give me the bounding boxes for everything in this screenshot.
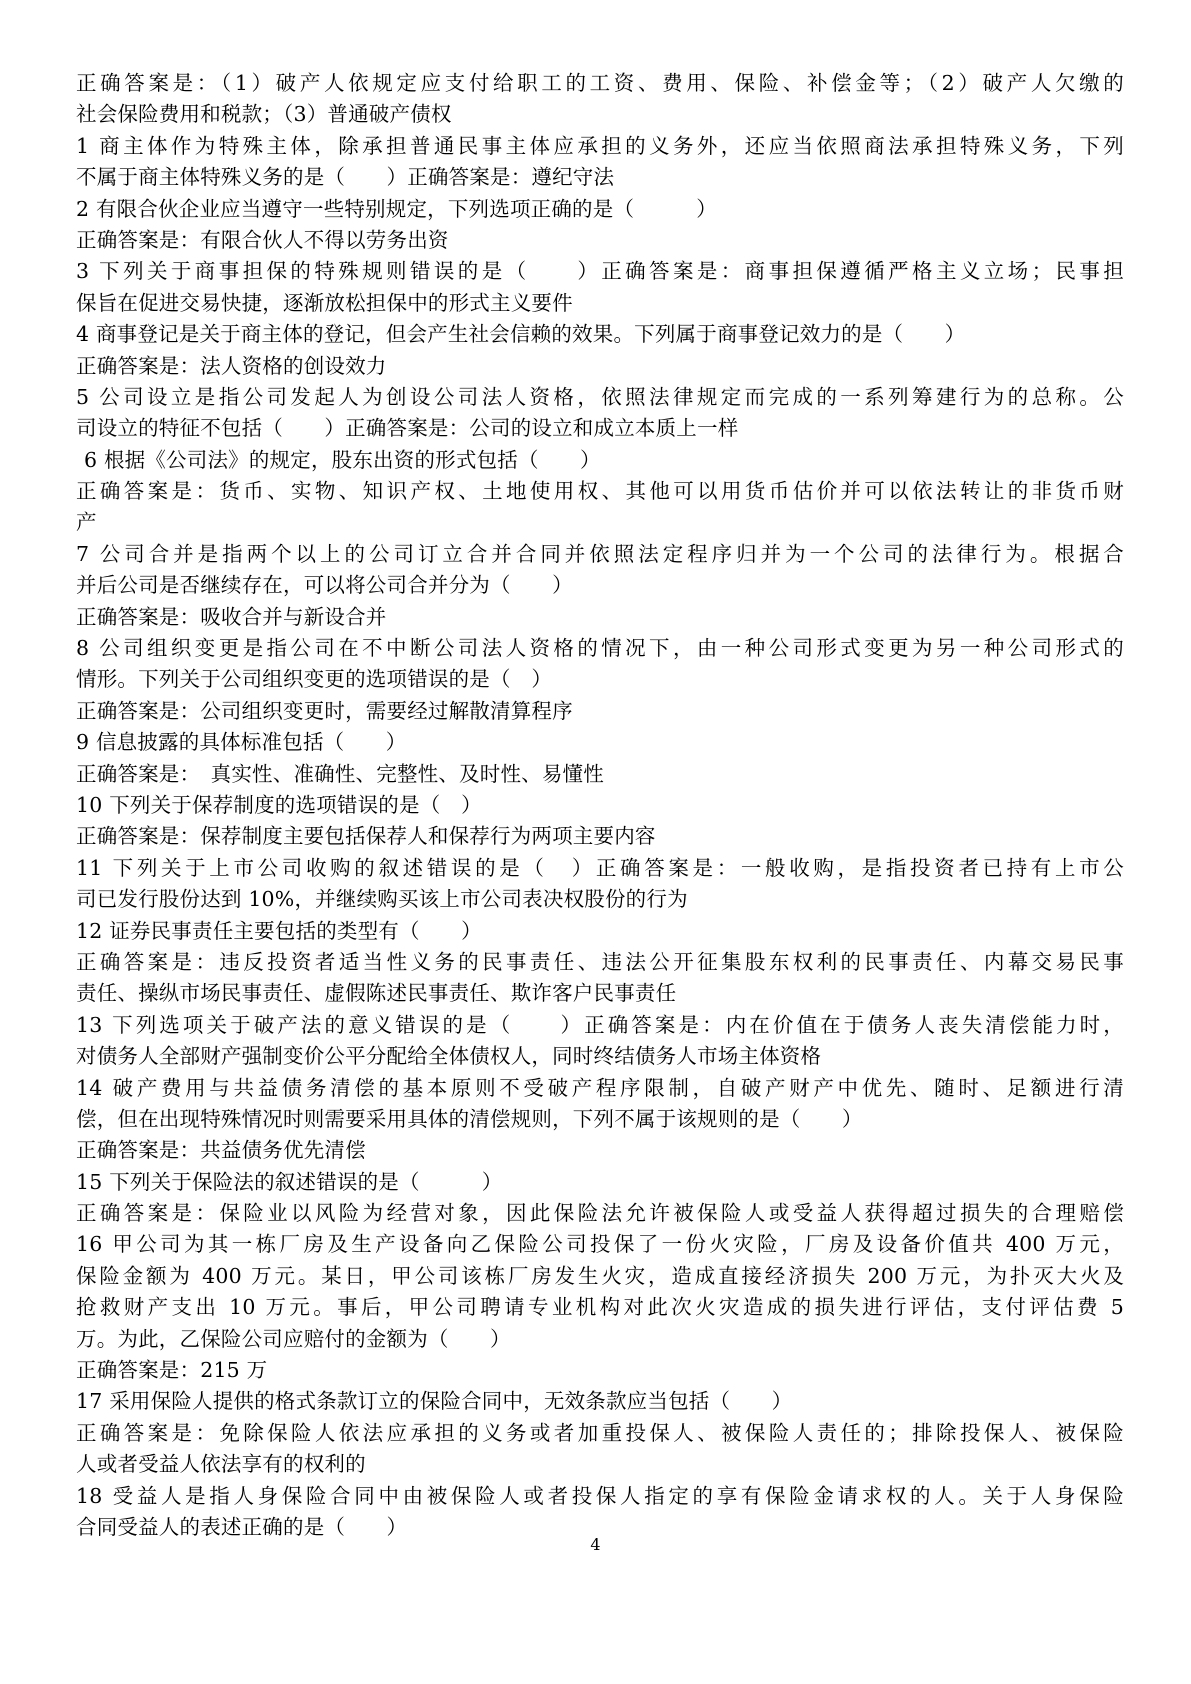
question-line: 抢救财产支出 10 万元。事后，甲公司聘请专业机构对此次火灾造成的损失进行评估，支付评估费 5 (76, 1295, 1124, 1320)
answer-line: 正确答案是：共益债务优先清偿 (76, 1138, 366, 1163)
question-line: 情形。下列关于公司组织变更的选项错误的是（ ） (76, 667, 553, 692)
text-line: 正确答案是：（1）破产人依规定应支付给职工的工资、费用、保险、补偿金等；（2）破产人欠缴的 (76, 71, 1124, 95)
question-line: 14 破产费用与共益债务清偿的基本原则不受破产程序限制，自破产财产中优先、随时、足额进行清 (76, 1075, 1124, 1100)
question-line: 保险金额为 400 万元。某日，甲公司该栋厂房发生火灾，造成直接经济损失 200 万元，为扑灭大火及 (76, 1263, 1124, 1288)
question-line: 10 下列关于保荐制度的选项错误的是（ ） (76, 792, 482, 817)
question-line: 并后公司是否继续存在，可以将公司合并分为（ ） (76, 573, 573, 598)
question-line: 8 公司组织变更是指公司在不中断公司法人资格的情况下，由一种公司形式变更为另一种公司形式的 (76, 636, 1124, 661)
answer-line: 正确答案是：保荐制度主要包括保荐人和保荐行为两项主要内容 (76, 824, 656, 849)
answer-line: 正确答案是：货币、实物、知识产权、土地使用权、其他可以用货币估价并可以依法转让的非货币财 (76, 479, 1124, 504)
question-line: 13 下列选项关于破产法的意义错误的是（ ）正确答案是：内在价值在于债务人丧失清偿能力时， (76, 1012, 1124, 1037)
question-line: 17 采用保险人提供的格式条款订立的保险合同中，无效条款应当包括（ ） (76, 1389, 793, 1414)
question-line: 合同受益人的表述正确的是（ ） (76, 1514, 408, 1539)
answer-line: 司已发行股份达到 10%，并继续购买该上市公司表决权股份的行为 (76, 887, 688, 912)
question-line: 3 下列关于商事担保的特殊规则错误的是（ ）正确答案是：商事担保遵循严格主义立场；民事担 (76, 259, 1124, 284)
question-line: 司设立的特征不包括（ ）正确答案是：公司的设立和成立本质上一样 (76, 416, 739, 441)
answer-line: 人或者受益人依法享有的权利的 (76, 1452, 366, 1477)
question-line: 16 甲公司为其一栋厂房及生产设备向乙保险公司投保了一份火灾险，厂房及设备价值共 400 万元， (76, 1232, 1124, 1257)
page-number: 4 (590, 1535, 601, 1554)
answer-line: 正确答案是：公司组织变更时，需要经过解散清算程序 (76, 698, 573, 723)
question-line: 9 信息披露的具体标准包括（ ） (76, 730, 407, 755)
answer-line: 正确答案是：保险业以风险为经营对象，因此保险法允许被保险人或受益人获得超过损失的合理赔偿 (76, 1201, 1124, 1226)
question-line: 7 公司合并是指两个以上的公司订立合并合同并依照法定程序归并为一个公司的法律行为。根据合 (76, 541, 1124, 566)
answer-line: 产 (76, 510, 97, 535)
question-line: 偿，但在出现特殊情况时则需要采用具体的清偿规则，下列不属于该规则的是（ ） (76, 1106, 863, 1131)
answer-line: 正确答案是：法人资格的创设效力 (76, 353, 387, 378)
question-line: 4 商事登记是关于商主体的登记，但会产生社会信赖的效果。下列属于商事登记效力的是（ ） (76, 322, 966, 347)
answer-line: 正确答案是：215 万 (76, 1358, 268, 1383)
question-line: 18 受益人是指人身保险合同中由被保险人或者投保人指定的享有保险金请求权的人。关于人身保险 (76, 1483, 1124, 1508)
question-line: 2 有限合伙企业应当遵守一些特别规定，下列选项正确的是（ ） (76, 196, 717, 221)
question-line: 5 公司设立是指公司发起人为创设公司法人资格，依照法律规定而完成的一系列筹建行为的总称。公 (76, 384, 1124, 409)
answer-line: 正确答案是： 真实性、准确性、完整性、及时性、易懂性 (76, 761, 604, 786)
question-line: 12 证券民事责任主要包括的类型有（ ） (76, 918, 482, 943)
document-body (76, 68, 1124, 1543)
answer-line: 正确答案是：违反投资者适当性义务的民事责任、违法公开征集股东权利的民事责任、内幕交易民事 (76, 949, 1124, 974)
answer-line: 责任、操纵市场民事责任、虚假陈述民事责任、欺诈客户民事责任 (76, 981, 677, 1006)
question-line: 11 下列关于上市公司收购的叙述错误的是（ ）正确答案是：一般收购，是指投资者已持有上市公 (76, 855, 1124, 880)
answer-line: 正确答案是：吸收合并与新设合并 (76, 604, 387, 629)
question-line: 15 下列关于保险法的叙述错误的是（ ） (76, 1169, 503, 1194)
question-line: 1 商主体作为特殊主体，除承担普通民事主体应承担的义务外，还应当依照商法承担特殊义务，下列 (76, 133, 1124, 158)
question-line: 万。为此，乙保险公司应赔付的金额为（ ） (76, 1326, 511, 1351)
text-line: 社会保险费用和税款；（3）普通破产债权 (76, 102, 452, 127)
question-line: 不属于商主体特殊义务的是（ ）正确答案是：遵纪守法 (76, 165, 615, 190)
answer-line: 正确答案是：免除保险人依法应承担的义务或者加重投保人、被保险人责任的；排除投保人、被保险 (76, 1420, 1124, 1445)
answer-line: 保旨在促进交易快捷，逐渐放松担保中的形式主义要件 (76, 290, 573, 315)
answer-line: 对债务人全部财产强制变价公平分配给全体债权人，同时终结债务人市场主体资格 (76, 1044, 822, 1069)
answer-line: 正确答案是：有限合伙人不得以劳务出资 (76, 227, 449, 252)
question-line: 6 根据《公司法》的规定，股东出资的形式包括（ ） (84, 447, 601, 472)
